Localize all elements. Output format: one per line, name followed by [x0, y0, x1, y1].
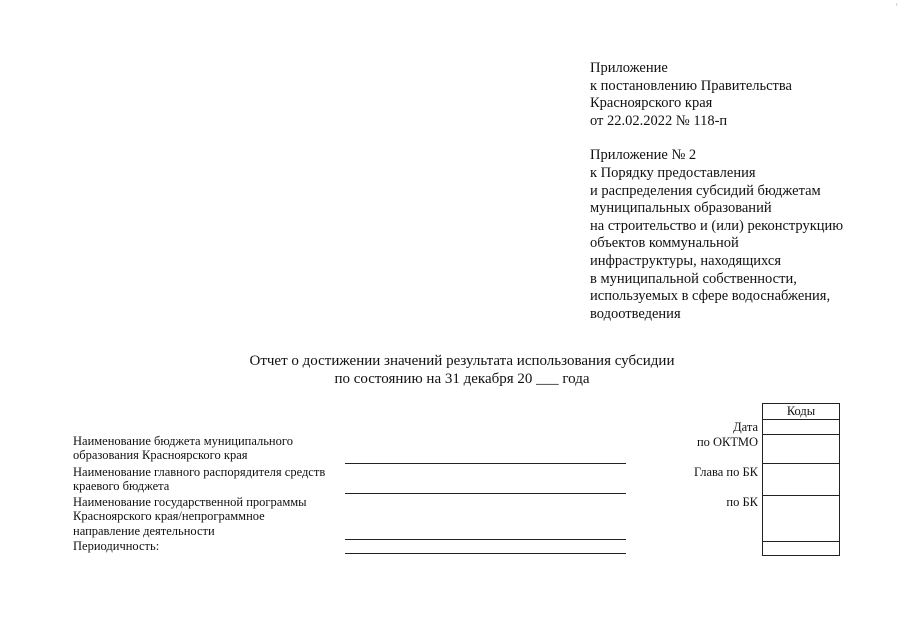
- report-title-block: [0, 353, 902, 388]
- appendix-line: водоотведения: [590, 305, 681, 322]
- head-bk-label: Глава по БК: [693, 465, 758, 479]
- main-manager-label: Наименование главного распорядителя средств краевого бюджета: [73, 465, 326, 494]
- date-code-cell[interactable]: [763, 420, 839, 435]
- periodicity-code-cell[interactable]: [763, 542, 839, 556]
- appendix-line: Приложение № 2: [590, 147, 697, 164]
- periodicity-label: Периодичность:: [73, 539, 160, 553]
- scan-mark: ': [896, 2, 898, 12]
- appendix-line: объектов коммунальной: [590, 235, 739, 252]
- appendix-line: в муниципальной собственности,: [590, 270, 797, 287]
- appendix-line: Красноярского края: [590, 95, 713, 112]
- appendix-line: используемых в сфере водоснабжения,: [590, 288, 831, 305]
- bk-code-cell[interactable]: [763, 496, 839, 542]
- appendix-line: Приложение: [590, 60, 668, 76]
- appendix-line: на строительство и (или) реконструкцию: [590, 217, 844, 234]
- appendix-line: к Порядку предоставления: [590, 164, 756, 181]
- oktmo-label: по ОКТМО: [696, 435, 758, 449]
- appendix-line: и распределения субсидий бюджетам: [590, 182, 821, 199]
- oktmo-code-cell[interactable]: [763, 435, 839, 464]
- program-line[interactable]: [345, 539, 626, 540]
- program-label: Наименование государственной программы Красноярского края/непрограммное направление деятельности: [73, 495, 307, 538]
- appendix-block: [590, 60, 843, 323]
- report-subtitle: по состоянию на 31 декабря 20 ___ года: [334, 370, 590, 387]
- periodicity-line[interactable]: [345, 553, 626, 554]
- report-title: Отчет о достижении значений результата использования субсидии: [249, 353, 675, 369]
- bk-label: по БК: [726, 495, 758, 509]
- codes-table: [762, 403, 840, 556]
- budget-name-line[interactable]: [345, 463, 626, 464]
- budget-name-label: Наименование бюджета муниципального образования Красноярского края: [73, 434, 293, 463]
- head-bk-code-cell[interactable]: [763, 464, 839, 496]
- appendix-line: от 22.02.2022 № 118-п: [590, 112, 728, 129]
- appendix-line: муниципальных образований: [590, 200, 772, 217]
- date-label: Дата: [733, 420, 758, 434]
- appendix-line: инфраструктуры, находящихся: [590, 252, 781, 269]
- main-manager-line[interactable]: [345, 493, 626, 494]
- codes-header: Коды: [763, 404, 839, 420]
- appendix-line: к постановлению Правительства: [590, 77, 792, 94]
